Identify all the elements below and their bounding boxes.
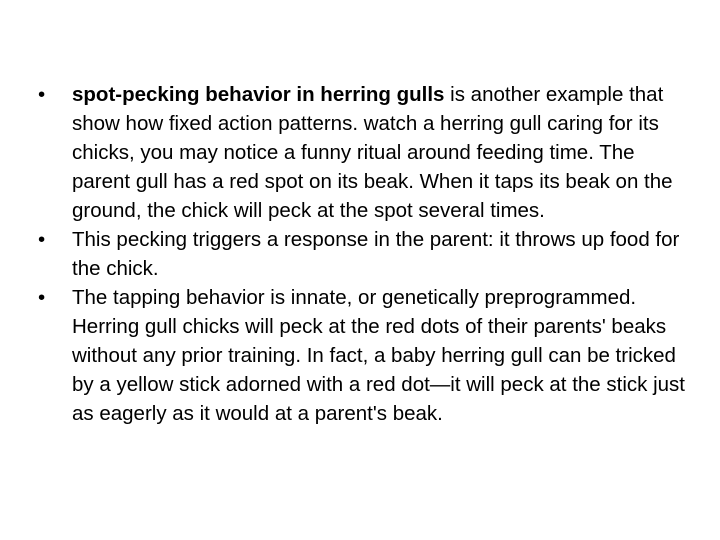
bullet-item-2 (36, 225, 686, 283)
bullet-text: is another example that show how fixed action patterns. watch a herring gull caring for its chicks, you may notice a funny ritual around feeding time. The parent gull has a red spot on its beak. When it taps its beak on the ground, the chick will peck at the spot several times. (72, 83, 673, 222)
bullet-item-1 (36, 80, 686, 225)
bullet-text: This pecking triggers a response in the parent: it throws up food for the chick. (72, 228, 680, 280)
bullet-icon: • (38, 83, 46, 106)
bullet-bold-text: spot-pecking behavior in herring gulls (72, 83, 445, 106)
bullet-text: The tapping behavior is innate, or genetically preprogrammed. Herring gull chicks will peck at the red dots of their parents' beaks without any prior training. In fact, a baby herring gull can be tricked by a yellow stick adorned with a red dot—it will peck at the stick just as eagerly as it would at a parent's beak. (72, 286, 685, 425)
bullet-list (36, 80, 686, 428)
bullet-icon: • (38, 286, 46, 309)
bullet-item-3 (36, 283, 686, 428)
bullet-icon: • (38, 228, 46, 251)
